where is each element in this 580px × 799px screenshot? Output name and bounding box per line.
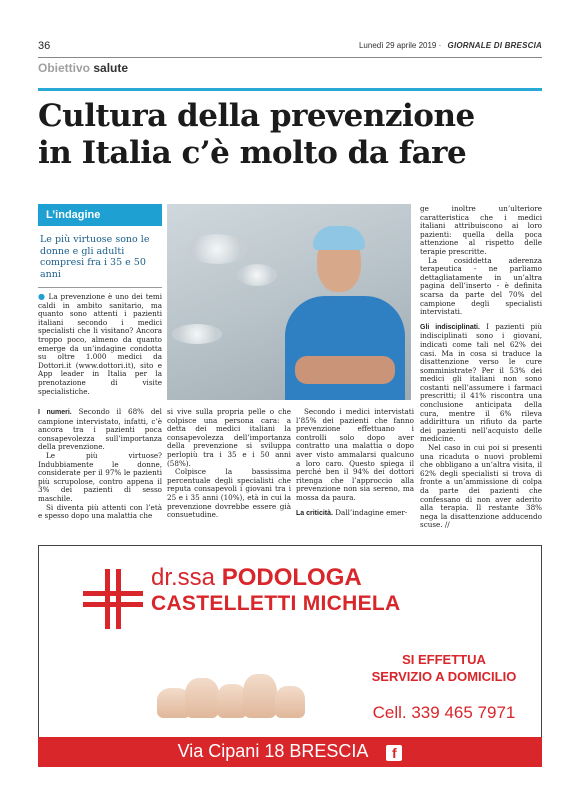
paragraph: ge inoltre un’ulteriore caratteristica che i medici italiani attribuiscono ai loro pazienti: quella della poca attenzione al rispetto delle terapie prescritte.: [420, 204, 542, 256]
headline-line1: Cultura della prevenzione: [38, 98, 475, 134]
paragraph: La cosiddetta aderenza terapeutica - ne parliamo dettagliatamente in un’altra pagina dell’inserto - è definita scarsa da parte del 70% del campione degli specialisti intervistati.: [420, 255, 542, 317]
header-rule: [38, 57, 542, 58]
issue-date: Lunedì 29 aprile 2019: [358, 41, 437, 50]
lead-numeri: I numeri.: [38, 409, 72, 416]
headline-line2: in Italia c’è molto da fare: [38, 135, 467, 171]
lead-criticita: La criticità.: [296, 509, 333, 517]
header-dateline: [359, 41, 542, 50]
ad-title-main: PODOLOGA: [221, 564, 362, 591]
article-photo: [167, 204, 411, 400]
article-column-3: [296, 408, 414, 518]
ad-service-line1: SI EFFETTUA: [402, 652, 486, 667]
page-header: [38, 40, 542, 56]
paragraph: Secondo i medici intervistati l’85% dei pazienti che fanno prevenzione effettuano i controlli solo dopo aver contratto una malattia o dopo aver visto ammalarsi qualcuno a loro caro. Questo spiega il perché ben il 94% dei dottori ritenga che l’approccio alla prevenzione non sia sereno, ma mossa da paura.: [296, 407, 414, 502]
header-separator: ·: [438, 41, 442, 50]
section-label-part1: Obiettivo: [38, 61, 91, 75]
section-label: [38, 61, 128, 75]
section-rule: [38, 88, 542, 91]
section-label-part2: salute: [93, 61, 129, 75]
paragraph: Colpisce la bassissima percentuale degli specialisti che reputa consapevoli i giovani tra i 25 e i 35 anni (10%), età in cui la prevenzione dovrebbe essere già consuetudine.: [167, 467, 291, 520]
article-column-2: [167, 408, 291, 520]
paragraph: Dall’indagine emer-: [335, 507, 408, 517]
ad-service: [359, 651, 529, 685]
ad-title: [151, 564, 362, 592]
headline: [38, 98, 538, 172]
article-column-1b: [38, 408, 162, 521]
article-column-1a: [38, 293, 162, 396]
ad-service-line2: SERVIZIO A DOMICILIO: [371, 669, 517, 684]
subhead-rule: [38, 287, 162, 288]
page-number: 36: [38, 40, 51, 52]
feet-image: [157, 666, 307, 721]
bullet-icon: ●: [38, 292, 46, 301]
ad-title-prefix: dr.ssa: [151, 564, 216, 591]
ad-footer: [38, 737, 542, 767]
lead-indisciplinati: Gli indisciplinati.: [420, 323, 480, 331]
article-column-4: [420, 205, 542, 530]
sidebar-label: L’indagine: [38, 204, 162, 226]
ad-phone[interactable]: Cell. 339 465 7971: [372, 703, 516, 722]
paragraph: Le più virtuose? Indubbiamente le donne, considerate per il 97% le pazienti più scrupolose, contro appena il 3% dei pazienti di sesso maschile.: [38, 450, 162, 503]
paragraph: Nel caso in cui poi si presenti una ricaduta o nuovi problemi che obbligano a un’altra visita, il 62% degli specialisti si trova di fronte a un’ammissione di colpa da parte dei pazienti che confessano di non aver aderito alla terapia. Il restante 38% nega la disattenzione adducendo scuse. //: [420, 443, 542, 530]
paragraph: Secondo il 68% del campione intervistato, infatti, c’è ancora tra i pazienti poca consapevolezza sull’importanza della prevenzione.: [38, 407, 162, 452]
ad-address: Via Cipani 18 BRESCIA: [177, 741, 368, 761]
facebook-icon[interactable]: f: [386, 745, 402, 761]
paragraph: I pazienti più indisciplinati sono i giovani, indicati come tali nel 62% dei casi. Ma in cosa si traduce la disattenzione verso le cure somministrate? Per il 53% dei medici gli italiani non sono costanti nell’assumere i farmaci prescritti; il 41% riscontra una conclusione anticipata della cura, mentre il 6% rileva addirittura un rifiuto da parte dei pazienti nell’acquisto delle medicine.: [420, 321, 542, 444]
ad-practitioner-name: CASTELLETTI MICHELA: [151, 592, 401, 615]
advertisement[interactable]: [38, 545, 542, 767]
newspaper-name: GIORNALE DI BRESCIA: [447, 41, 542, 50]
medical-cross-icon: [83, 569, 143, 629]
paragraph: si vive sulla propria pelle o che colpisce una persona cara: a detta dei medici italiani la consapevolezza dell’importanza della prevenzione si sviluppa perlopiù tra i 35 e i 50 anni (58%).: [167, 407, 291, 468]
subhead: Le più virtuose sono le donne e gli adulti compresi fra i 35 e 50 anni: [40, 234, 150, 280]
paragraph: Si diventa più attenti con l’età e spesso dopo una malattia che: [38, 502, 162, 521]
intro-paragraph: La prevenzione è uno dei temi caldi in ambito sanitario, ma quanto sono attenti i pazienti italiani secondo i medici specialisti che li visitano? Ancora troppo poco, almeno da quanto emerge da un’indagine condotta su oltre 1.000 medici da Dottori.it (www.dottori.it), sito e App leader in Italia per la prenotazione di visite specialistiche.: [38, 292, 162, 396]
